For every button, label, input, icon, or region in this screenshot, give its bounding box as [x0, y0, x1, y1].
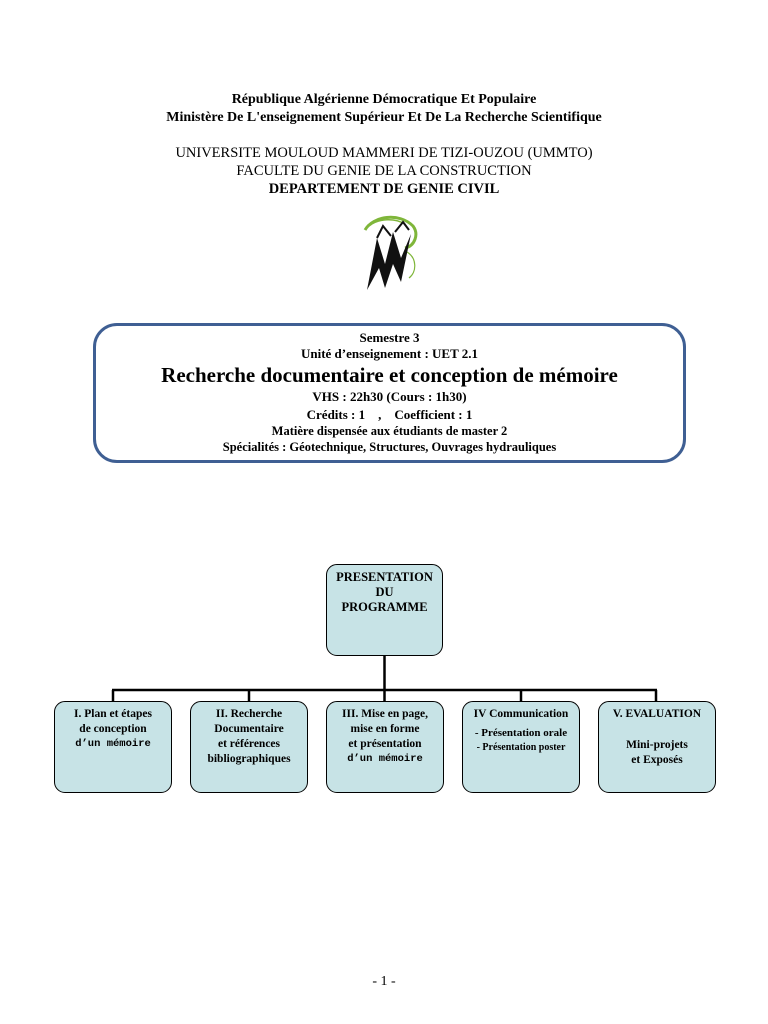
node-line: de conception	[79, 723, 147, 735]
node-line: II. Recherche	[215, 708, 283, 720]
course-hours: VHS : 22h30 (Cours : 1h30)	[312, 389, 467, 404]
header-country: République Algérienne Démocratique Et Populaire	[231, 92, 537, 107]
node-line: I. Plan et étapes	[74, 708, 152, 720]
course-info-box	[93, 323, 686, 463]
header-department: DEPARTEMENT DE GENIE CIVIL	[268, 181, 500, 197]
node-line: III. Mise en page,	[342, 708, 428, 720]
node-line: Mini-projets	[626, 739, 688, 751]
node-line: bibliographiques	[207, 753, 291, 765]
diagram-node-evaluation	[598, 701, 716, 793]
page-number: - 1 -	[372, 974, 396, 989]
header-ministry: Ministère De L'enseignement Supérieur Et De La Recherche Scientifique	[166, 110, 602, 125]
node-line: V. EVALUATION	[612, 708, 702, 720]
course-credits: Crédits : 1 , Coefficient : 1	[306, 407, 473, 422]
node-line: IV Communication	[473, 708, 569, 720]
node-line: et références	[217, 738, 281, 750]
diagram-node-research	[190, 701, 308, 793]
node-line: Documentaire	[214, 723, 284, 735]
course-title: Recherche documentaire et conception de mémoire	[161, 363, 618, 387]
diagram-node-communication	[462, 701, 580, 793]
teaching-unit: Unité d’enseignement : UET 2.1	[300, 346, 479, 361]
node-line: et Exposés	[631, 754, 683, 766]
university-logo-icon	[355, 212, 421, 294]
diagram-node-layout	[326, 701, 444, 793]
diagram-connectors	[0, 650, 768, 705]
root-line: PRESENTATION	[336, 570, 433, 584]
diagram-node-plan	[54, 701, 172, 793]
node-line: d’un mémoire	[347, 753, 423, 765]
course-specialities: Spécialités : Géotechnique, Structures, Ouvrages hydrauliques	[222, 440, 557, 454]
header-faculty: FACULTE DU GENIE DE LA CONSTRUCTION	[236, 163, 532, 179]
root-line: PROGRAMME	[341, 600, 428, 614]
node-line: - Présentation orale	[474, 727, 568, 739]
node-line: et présentation	[348, 738, 422, 750]
node-line: mise en forme	[350, 723, 420, 735]
header-university: UNIVERSITE MOULOUD MAMMERI DE TIZI-OUZOU (UMMTO)	[175, 145, 593, 161]
root-line: DU	[375, 585, 394, 599]
diagram-root-node	[326, 564, 443, 656]
course-audience: Matière dispensée aux étudiants de master 2	[271, 424, 508, 438]
semester-label: Semestre 3	[359, 330, 420, 345]
node-line: d’un mémoire	[75, 738, 151, 750]
node-line: - Présentation poster	[476, 742, 566, 753]
